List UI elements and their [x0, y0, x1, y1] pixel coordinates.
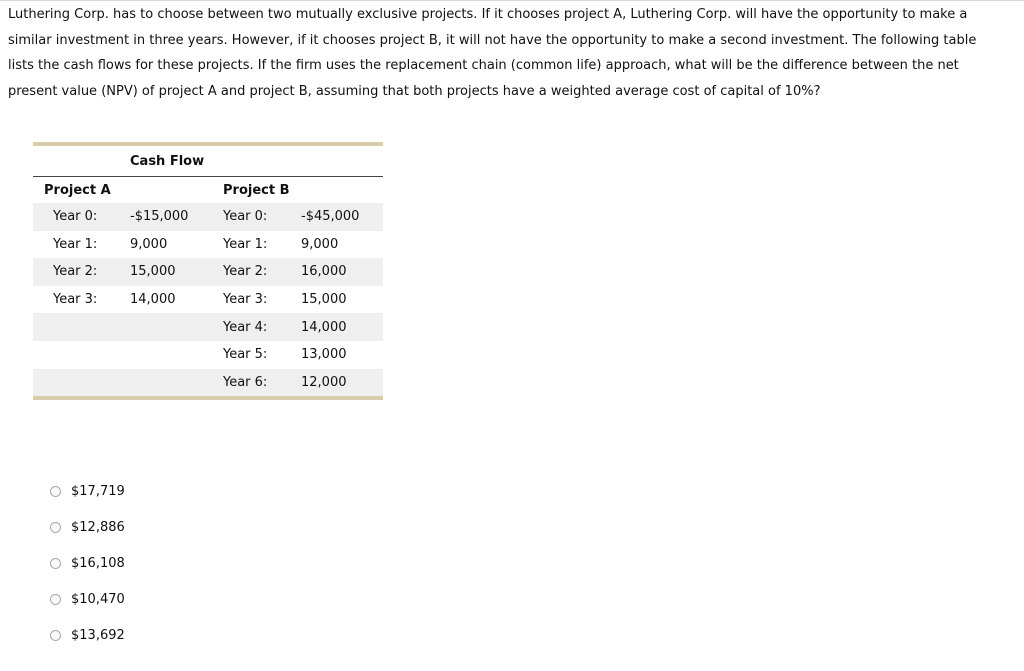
project-a-value: 14,000	[130, 292, 176, 308]
project-b-year: Year 1:	[223, 236, 268, 252]
table-header-row	[33, 144, 383, 177]
project-b-year: Year 2:	[223, 258, 301, 286]
project-b-value: -$45,000	[301, 203, 383, 231]
project-b-year: Year 3:	[223, 292, 268, 308]
project-a-value: -$15,000	[130, 203, 223, 231]
table-row	[33, 231, 383, 259]
project-b-year: Year 4:	[223, 313, 301, 341]
project-a-label: Project A	[44, 182, 111, 198]
project-b-year: Year 6:	[223, 369, 301, 399]
answer-label: $16,108	[71, 555, 125, 571]
project-a-year: Year 0:	[33, 203, 130, 231]
table-row	[33, 369, 383, 399]
project-a-value	[130, 313, 223, 341]
answer-option[interactable]	[50, 617, 125, 653]
project-a-year	[33, 313, 130, 341]
radio-button[interactable]	[50, 522, 61, 533]
answer-label: $10,470	[71, 591, 125, 607]
table-row	[33, 313, 383, 341]
project-b-value: 15,000	[301, 292, 347, 308]
question-text: Luthering Corp. has to choose between two mutually exclusive projects. If it chooses project A, Luthering Corp. will have the opportunity to make a similar investment in three years. However, if it chooses project B, it will not have the opportunity to make a second investment. The following table lists the cash flows for these projects. If the firm uses the replacement chain (common life) approach, what will be the difference between the net present value (NPV) of project A and project B, assuming that both projects have a weighted average cost of capital of 10%?	[8, 7, 977, 99]
project-a-year	[33, 341, 130, 369]
cash-flow-table	[33, 142, 383, 400]
project-a-year	[33, 369, 130, 399]
answer-label: $13,692	[71, 627, 125, 643]
project-b-value: 16,000	[301, 258, 383, 286]
project-a-value: 15,000	[130, 258, 223, 286]
project-b-label: Project B	[223, 182, 290, 198]
top-divider	[0, 0, 1024, 1]
project-a-year: Year 3:	[53, 292, 98, 308]
table-row	[33, 341, 383, 369]
project-b-value: 13,000	[301, 347, 347, 363]
answer-option[interactable]	[50, 509, 125, 545]
answer-option[interactable]	[50, 473, 125, 509]
table-row	[33, 258, 383, 286]
answer-options	[50, 473, 125, 653]
project-a-value	[130, 341, 223, 369]
answer-label: $12,886	[71, 519, 125, 535]
radio-button[interactable]	[50, 486, 61, 497]
project-b-value: 14,000	[301, 313, 383, 341]
project-a-year: Year 2:	[33, 258, 130, 286]
project-a-value	[130, 369, 223, 399]
project-b-year: Year 5:	[223, 347, 268, 363]
table-row	[33, 286, 383, 314]
radio-button[interactable]	[50, 558, 61, 569]
project-a-value: 9,000	[130, 236, 168, 252]
project-a-year: Year 1:	[53, 236, 98, 252]
radio-button[interactable]	[50, 630, 61, 641]
project-b-value: 12,000	[301, 369, 383, 399]
answer-option[interactable]	[50, 581, 125, 617]
cash-flow-header: Cash Flow	[130, 144, 223, 177]
answer-option[interactable]	[50, 545, 125, 581]
project-labels-row	[33, 177, 383, 204]
answer-label: $17,719	[71, 483, 125, 499]
radio-button[interactable]	[50, 594, 61, 605]
project-b-value: 9,000	[301, 236, 339, 252]
table-row	[33, 203, 383, 231]
project-b-year: Year 0:	[223, 203, 301, 231]
